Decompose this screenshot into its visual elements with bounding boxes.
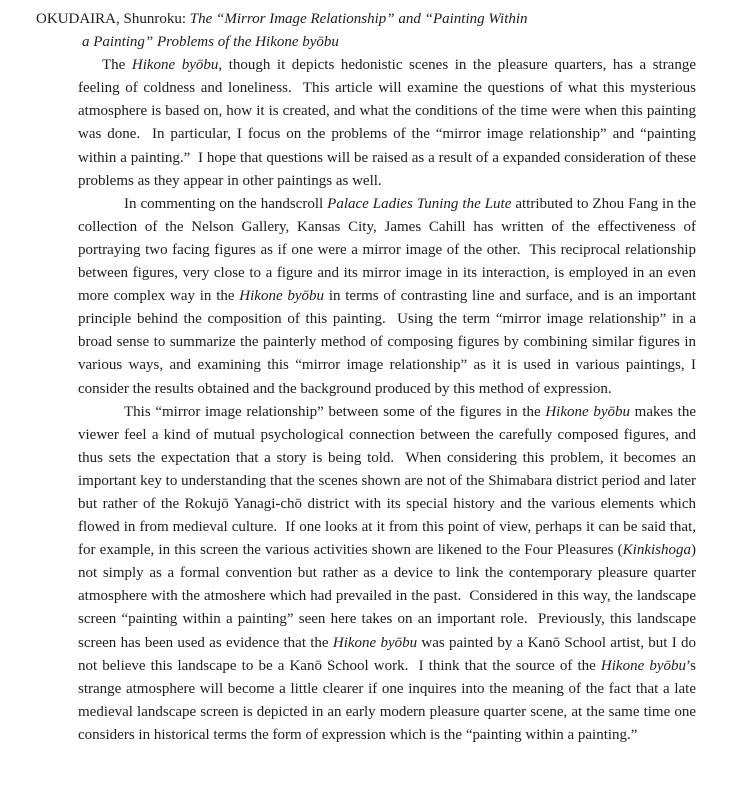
paragraph-text: , though it depicts hedonistic scenes in the pleasure quarters, has a strange feeling of coldness and loneliness. This article will examine the questions of what this mysterious atmosphere is based on, how it is created, and what the conditions of the time were when this painting was done. In particular, I focus on the problems of the “mirror image relationship” and “painting within a painting.” I hope that questions will be raised as a result of a expanded consideration of these problems as they appear in other paintings as well. [78, 57, 696, 189]
article-header [36, 8, 696, 54]
article-title-line-2: a Painting” Problems of the Hikone byōbu [82, 34, 339, 51]
italic-title-text: Hikone byōbu [239, 288, 325, 305]
italic-title-text: Hikone byōbu [600, 657, 686, 674]
paragraph-text: attributed to Zhou Fang in the collection of the Nelson Gallery, Kansas City, James Cahill has written of the effectiveness of portraying two facing figures as if one were a mirror image of the other. This reciprocal relationship between figures, very close to a figure and its mirror image in its interaction, is employed in an even more complex way in the [78, 195, 697, 305]
paragraph-text: in terms of contrasting line and surface, and is an important principle behind the composition of this painting. Using the term “mirror image relationship” in a broad sense to summarize the painterly method of composing figures by combining similar figures in various ways, and examining this “mirror image relationship” as it is used in various paintings, I consider the results obtained and the background produced by this method of expression. [78, 288, 696, 397]
italic-title-text: Kinkishoga [622, 542, 691, 559]
paragraph-text: was painted by a Kanō School artist, but I do not believe this landscape to be a Kanō School work. I think that the source of the [78, 634, 696, 674]
paragraph-text: makes the viewer feel a kind of mutual psychological connection between the carefully composed figures, and thus sets the expectation that a story is being told. When considering this problem, it becomes an important key to understanding that the scenes shown are not of the Shimabara district period and later but rather of the Rokujō Yanagi-chō district with its special history and the various elements which flowed in from medieval culture. If one looks at it from this point of view, perhaps it can be said that, for example, in this screen the various activities shown are likened to the Four Pleasures ( [78, 403, 696, 559]
italic-title-text: Palace Ladies Tuning the Lute [327, 195, 512, 212]
paragraph-1 [32, 54, 696, 193]
paragraph-text: The [102, 57, 132, 74]
article-title-line-1: The “Mirror Image Relationship” and “Painting Within [189, 11, 528, 27]
author-name: OKUDAIRA, Shunroku: [36, 11, 186, 27]
paragraph-text: In commenting on the handscroll [124, 195, 328, 212]
paragraph-3 [32, 401, 696, 747]
paragraph-2 [32, 193, 696, 401]
italic-title-text: Hikone byōbu [332, 634, 418, 651]
italic-title-text: Hikone byōbu [131, 57, 219, 74]
paragraph-text: This “mirror image relationship” between some of the figures in the [124, 403, 546, 420]
paragraph-text: ) not simply as a formal convention but rather as a device to link the contemporary pleasure quarter atmosphere with the atmoshere which had prevailed in the past. Considered in this way, the landscape screen “painting within a painting” seen here takes on an important role. Previously, this landscape screen has been used as evidence that the [78, 542, 696, 651]
paragraph-text: ’s strange atmosphere will become a little clearer if one inquires into the meaning of the fact that a late medieval landscape screen is depicted in an early modern pleasure quarter scene, at the same time one considers in historical terms the form of expression which is the “painting within a painting.” [78, 657, 696, 743]
italic-title-text: Hikone byōbu [545, 403, 630, 420]
